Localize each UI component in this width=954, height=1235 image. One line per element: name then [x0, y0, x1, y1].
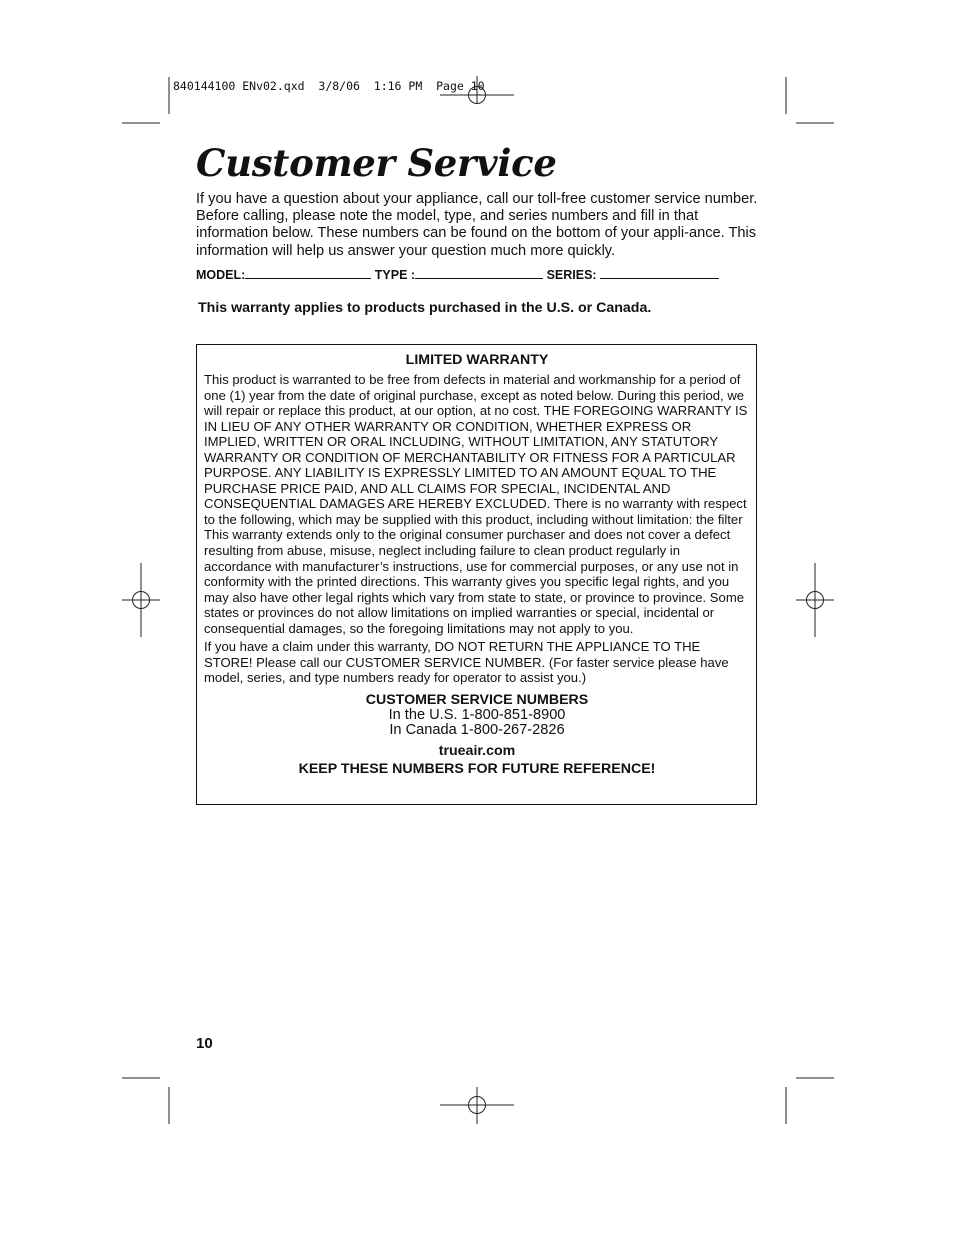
type-label: TYPE :	[374, 268, 416, 282]
page-title: Customer Service	[196, 141, 557, 185]
type-blank	[415, 267, 543, 279]
customer-service-numbers-heading: CUSTOMER SERVICE NUMBERS	[365, 691, 589, 708]
warranty-scope-note: This warranty applies to products purchased in the U.S. or Canada.	[198, 300, 652, 316]
series-blank	[600, 267, 719, 279]
limited-warranty-box	[196, 344, 757, 805]
canada-phone-number: In Canada 1-800-267-2826	[389, 721, 565, 738]
model-blank	[245, 267, 371, 279]
warranty-heading: LIMITED WARRANTY	[405, 352, 549, 368]
website-address: trueair.com	[438, 742, 516, 759]
series-label: SERIES:	[546, 268, 597, 282]
keep-numbers-note: KEEP THESE NUMBERS FOR FUTURE REFERENCE!	[298, 760, 656, 777]
intro-paragraph: If you have a question about your appliance, call our toll-free customer service number. Before calling, please note the model, type, and series numbers and fill in that information below. These numbers can be found on the bottom of your appli-ance. This information will help us answer your question much more quickly.	[196, 191, 758, 259]
model-label: MODEL:	[196, 268, 246, 282]
warranty-claim-paragraph: If you have a claim under this warranty, DO NOT RETURN THE APPLIANCE TO THE STORE! Please call our CUSTOMER SERVICE NUMBER. (For faster service please have model, series, and type numbers ready for operator to assist you.)	[204, 639, 729, 686]
us-phone-number: In the U.S. 1-800-851-8900	[388, 706, 566, 723]
warranty-body: This product is warranted to be free from defects in material and workmanship for a period of one (1) year from the date of original purchase, except as noted below. During this period, we will repair or replace this product, at our option, at no cost. THE FOREGOING WARRANTY IS IN LIEU OF ANY OTHER WARRANTY OR CONDITION, WHETHER EXPRESS OR IMPLIED, WRITTEN OR ORAL INCLUDING, WITHOUT LIMITATION, ANY STATUTORY WARRANTY OR CONDITION OF MERCHANTABILITY OR FITNESS FOR A PARTICULAR PURPOSE. ANY LIABILITY IS EXPRESSLY LIMITED TO AN AMOUNT EQUAL TO THE PURCHASE PRICE PAID, AND ALL CLAIMS FOR SPECIAL, INCIDENTAL AND CONSEQUENTIAL DAMAGES ARE HEREBY EXCLUDED. There is no warranty with respect to the following, which may be supplied with this product, including without limitation: the filter This warranty extends only to the original consumer purchaser and does not cover a defect resulting from abuse, misuse, neglect including failure to clean product regularly in accordance with manufacturer’s instructions, use for commercial purposes, or any use not in conformity with the printed directions. This warranty gives you specific legal rights, and you may also have other legal rights which vary from state to state, or province to province. Some states or provinces do not allow limitations on implied warranties or special, incidental or consequential damages, so the foregoing limitations may not apply to you.	[204, 372, 748, 636]
page-number: 10	[196, 1035, 213, 1052]
file-slug-line: 840144100 ENv02.qxd 3/8/06 1:16 PM Page 10	[173, 79, 485, 93]
product-info-fields	[196, 267, 756, 282]
